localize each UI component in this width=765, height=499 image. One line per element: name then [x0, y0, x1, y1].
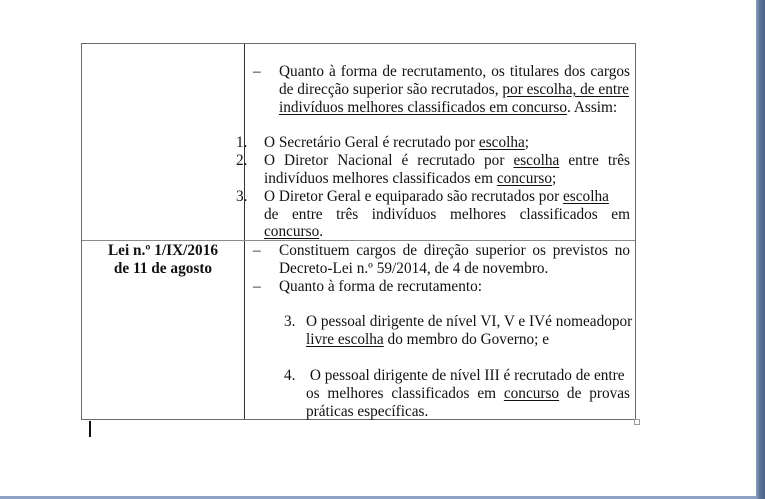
text-line: livre escolha do membro do Governo; e — [306, 331, 549, 349]
law-title: Lei n.º 1/IX/2016 — [107, 242, 218, 259]
list-item: 3. O Diretor Geral e equiparado são recrutados por escolha — [236, 187, 609, 205]
table-cell-law-row1[interactable] — [82, 44, 244, 240]
text-line: de direcção superior são recrutados, por escolha, de entre — [279, 80, 629, 98]
table-cell-content-row2[interactable] — [253, 242, 633, 420]
list-item: 1. O Secretário Geral é recrutado por escolha; — [236, 134, 530, 152]
table-cell-law-row2[interactable] — [82, 242, 244, 278]
text-line: – Quanto à forma de recrutamento, os titulares dos cargos — [253, 63, 630, 80]
text-line: práticas específicas. — [306, 402, 429, 420]
dash-bullet: – — [253, 277, 261, 295]
text-line: os melhores classificados em concurso de provas — [306, 384, 630, 402]
text-line: indivíduos melhores classificados em concurso; — [264, 169, 557, 187]
law-date: de 11 de agosto — [113, 260, 213, 277]
table-cell-content-row1[interactable] — [236, 63, 630, 241]
page-edge-right — [756, 0, 765, 499]
text-line: – Constituem cargos de direção superior os previstos no — [253, 242, 630, 259]
list-item: 4. O pessoal dirigente de nível III é recrutado de entre — [284, 366, 625, 384]
text-cursor — [89, 421, 91, 437]
legislation-table — [81, 43, 636, 420]
text-line: – Quanto à forma de recrutamento: — [253, 277, 483, 295]
text-line: indivíduos melhores classificados em concurso. Assim: — [279, 98, 618, 116]
table-resize-handle[interactable] — [634, 419, 640, 425]
table-column-divider[interactable] — [244, 44, 245, 419]
dash-bullet: – — [253, 242, 261, 259]
list-item: 2. O Diretor Nacional é recrutado por escolha entre três — [236, 152, 630, 170]
text-line: de entre três indivíduos melhores classificados em — [264, 205, 630, 223]
dash-bullet: – — [253, 63, 261, 80]
text-line: Decreto-Lei n.º 59/2014, de 4 de novembro. — [279, 259, 549, 277]
text-line: concurso. — [264, 223, 324, 241]
list-item: 3. O pessoal dirigente de nível VI, V e IVé nomeadopor — [284, 313, 633, 331]
